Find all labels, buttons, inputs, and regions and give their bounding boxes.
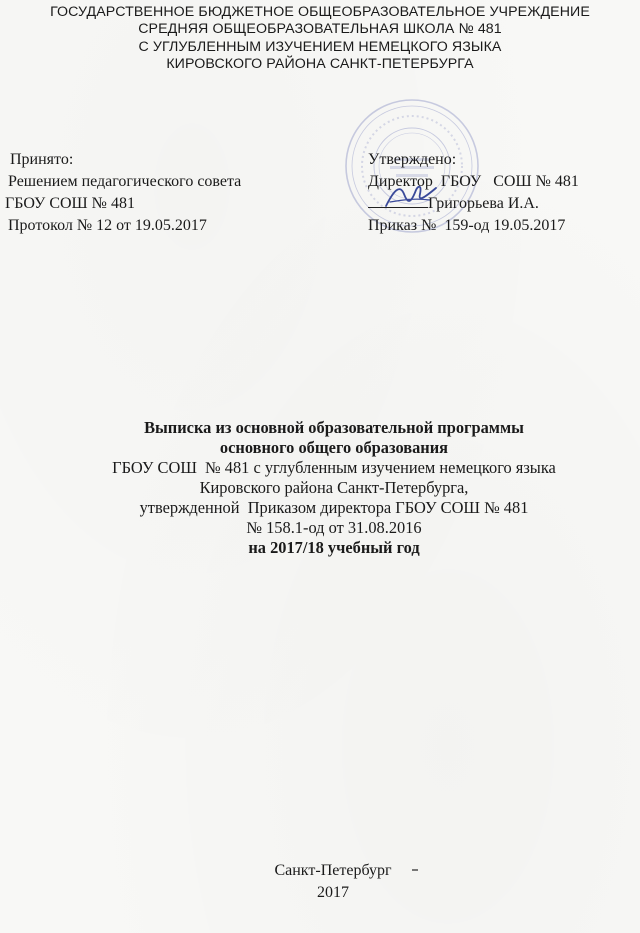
title-line: № 158.1-од от 31.08.2016 bbox=[246, 518, 422, 537]
scan-mark bbox=[412, 869, 418, 871]
header-line: СРЕДНЯЯ ОБЩЕОБРАЗОВАТЕЛЬНАЯ ШКОЛА № 481 bbox=[138, 21, 502, 38]
header-line: ГОСУДАРСТВЕННОЕ БЮДЖЕТНОЕ ОБЩЕОБРАЗОВАТЕЛЬНОЕ УЧРЕЖДЕНИЕ bbox=[50, 4, 590, 20]
accepted-protocol: Протокол № 12 от 19.05.2017 bbox=[8, 217, 207, 234]
title-line: ГБОУ СОШ № 481 с углубленным изучением немецкого языка bbox=[112, 458, 556, 477]
title-line: утвержденной Приказом директора ГБОУ СОШ № 481 bbox=[139, 498, 529, 517]
footer-year: 2017 bbox=[317, 884, 349, 901]
title-line: на 2017/18 учебный год bbox=[248, 538, 420, 557]
signature-line bbox=[368, 193, 428, 208]
title-line: основного общего образования bbox=[219, 438, 449, 457]
footer-city: Санкт-Петербург bbox=[274, 862, 392, 879]
approved-label: Утверждено: bbox=[368, 151, 457, 168]
accepted-org: ГБОУ СОШ № 481 bbox=[5, 195, 135, 212]
accepted-label: Принято: bbox=[10, 151, 74, 168]
document-footer bbox=[0, 860, 640, 904]
approved-position: Директор ГБОУ СОШ № 481 bbox=[368, 173, 579, 190]
document-title bbox=[0, 418, 640, 558]
title-line: Кировского района Санкт-Петербурга, bbox=[199, 478, 469, 497]
header-line: КИРОВСКОГО РАЙОНА САНКТ-ПЕТЕРБУРГА bbox=[166, 56, 474, 73]
approved-signer: Григорьева И.А. bbox=[428, 195, 539, 212]
header-line: С УГЛУБЛЕННЫМ ИЗУЧЕНИЕМ НЕМЕЦКОГО ЯЗЫКА bbox=[138, 38, 502, 55]
approved-block bbox=[368, 149, 579, 237]
institution-header bbox=[0, 4, 640, 74]
accepted-block bbox=[5, 149, 241, 237]
approved-order: Приказ № 159-од 19.05.2017 bbox=[368, 217, 566, 234]
approved-signer-row bbox=[368, 193, 579, 215]
accepted-body: Решением педагогического совета bbox=[8, 173, 242, 190]
title-line: Выписка из основной образовательной программы bbox=[144, 418, 524, 437]
